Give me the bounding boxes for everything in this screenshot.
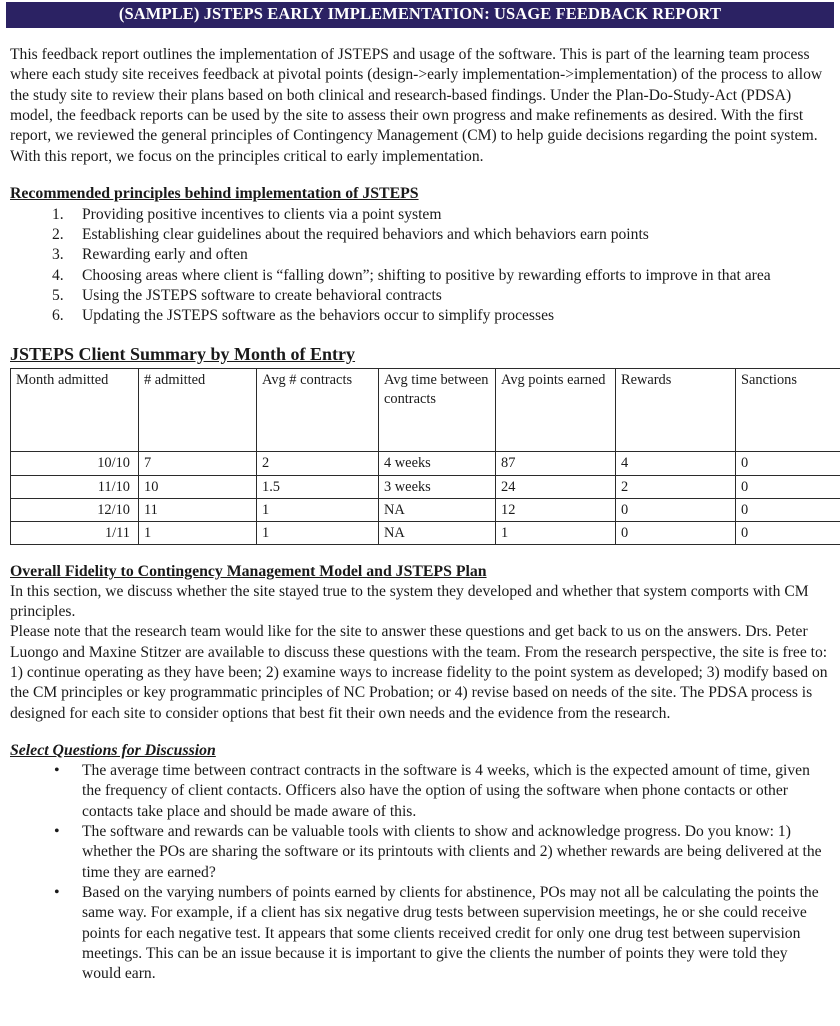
list-item [10,883,830,985]
spacer [10,327,830,344]
list-item-text: Choosing areas where client is “falling down”; shifting to positive by rewarding efforts to improve in that area [82,267,771,284]
list-item [10,286,830,306]
list-item-text: The software and rewards can be valuable tools with clients to show and acknowledge progress. Do you know: 1) whether the POs are sharing the software or its printouts with clients and 2) whether rewards are being delivered at the time they are earned? [82,823,822,881]
table-cell: 1/11 [11,521,139,544]
document-content [0,28,840,985]
spacer [10,28,830,45]
table-col-header: Avg points earned [496,369,616,452]
list-item-text: Using the JSTEPS software to create behavioral contracts [82,287,442,304]
table-cell: NA [379,521,496,544]
table-cell: 3 weeks [379,475,496,498]
spacer [10,545,830,562]
table-col-header: Month admitted [11,369,139,452]
table-cell: 4 [616,452,736,475]
table-cell: 2 [616,475,736,498]
table-cell: 1.5 [257,475,379,498]
list-item [10,205,830,225]
list-item [10,306,830,326]
list-item-text: Updating the JSTEPS software as the behaviors occur to simplify processes [82,307,554,324]
list-item [10,225,830,245]
list-item-text: Rewarding early and often [82,246,248,263]
table-cell: 24 [496,475,616,498]
table-cell: 10 [139,475,257,498]
client-summary-table [10,368,840,545]
table-header-row [11,369,840,452]
table-col-header: Rewards [616,369,736,452]
document-page [0,2,840,985]
fidelity-paragraph-2: Please note that the research team would like for the site to answer these questions and get back to us on the answers. Drs. Peter Luongo and Maxine Stitzer are available to discuss these questions with the team. From the research perspective, the site is free to: 1) continue operating as they have been; 2) examine ways to increase fidelity to the point system as developed; 3) modify based on the CM principles or key programmatic principles of NC Probation; or 4) revise based on needs of the site. The PDSA process is designed for each site to consider options that best fit their own needs and the evidence from the research. [10,622,830,724]
table-col-header: # admitted [139,369,257,452]
table-cell: 0 [736,452,840,475]
list-item [10,761,830,822]
table-cell: 10/10 [11,452,139,475]
table-cell: 2 [257,452,379,475]
list-item [10,822,830,883]
table-row [11,498,840,521]
document-title-bar: (SAMPLE) JSTEPS EARLY IMPLEMENTATION: USAGE FEEDBACK REPORT [6,2,834,28]
client-summary-heading: JSTEPS Client Summary by Month of Entry [10,344,830,366]
table-cell: 12 [496,498,616,521]
table-cell: 0 [736,521,840,544]
principles-heading: Recommended principles behind implementation of JSTEPS [10,184,830,204]
table-col-header: Avg # contracts [257,369,379,452]
table-cell: 11/10 [11,475,139,498]
table-col-header: Avg time between contracts [379,369,496,452]
list-item-text: Based on the varying numbers of points earned by clients for abstinence, POs may not all be calculating the points the same way. For example, if a client has six negative drug tests between supervision meetings, he or she could receive points for each negative test. It appears that some clients received credit for only one drug test between supervision meetings. This can be an issue because it is important to give the clients the number of points they were told they would earn. [82,884,819,982]
list-item-text: Providing positive incentives to clients via a point system [82,206,441,223]
list-item [10,245,830,265]
table-col-header: Sanctions [736,369,840,452]
list-item-text: The average time between contract contracts in the software is 4 weeks, which is the expected amount of time, given the frequency of client contacts. Officers also have the option of using the software when phone contacts or other contacts take place and should be made aware of this. [82,762,810,820]
fidelity-heading: Overall Fidelity to Contingency Management Model and JSTEPS Plan [10,562,830,582]
table-cell: 87 [496,452,616,475]
table-row [11,475,840,498]
table-cell: 0 [736,475,840,498]
table-cell: NA [379,498,496,521]
table-cell: 12/10 [11,498,139,521]
spacer [10,167,830,184]
table-row [11,521,840,544]
spacer [10,724,830,741]
discussion-heading: Select Questions for Discussion [10,741,830,761]
table-cell: 4 weeks [379,452,496,475]
table-cell: 0 [616,498,736,521]
principles-list [10,205,830,327]
discussion-list [10,761,830,985]
table-cell: 11 [139,498,257,521]
table-row [11,452,840,475]
table-cell: 1 [139,521,257,544]
table-cell: 7 [139,452,257,475]
table-cell: 1 [257,521,379,544]
list-item-text: Establishing clear guidelines about the required behaviors and which behaviors earn points [82,226,649,243]
table-cell: 0 [736,498,840,521]
intro-paragraph: This feedback report outlines the implementation of JSTEPS and usage of the software. This is part of the learning team process where each study site receives feedback at pivotal points (design->early implementation->implementation) of the process to allow the study site to review their plans based on both clinical and research-based findings. Under the Plan-Do-Study-Act (PDSA) model, the feedback reports can be used by the site to assess their own progress and make refinements as desired. With the first report, we reviewed the general principles of Contingency Management (CM) to help guide decisions regarding the point system. With this report, we focus on the principles critical to early implementation. [10,45,830,167]
fidelity-paragraph-1: In this section, we discuss whether the site stayed true to the system they developed and whether that system comports with CM principles. [10,582,830,623]
table-cell: 1 [496,521,616,544]
table-cell: 0 [616,521,736,544]
list-item [10,266,830,286]
table-cell: 1 [257,498,379,521]
